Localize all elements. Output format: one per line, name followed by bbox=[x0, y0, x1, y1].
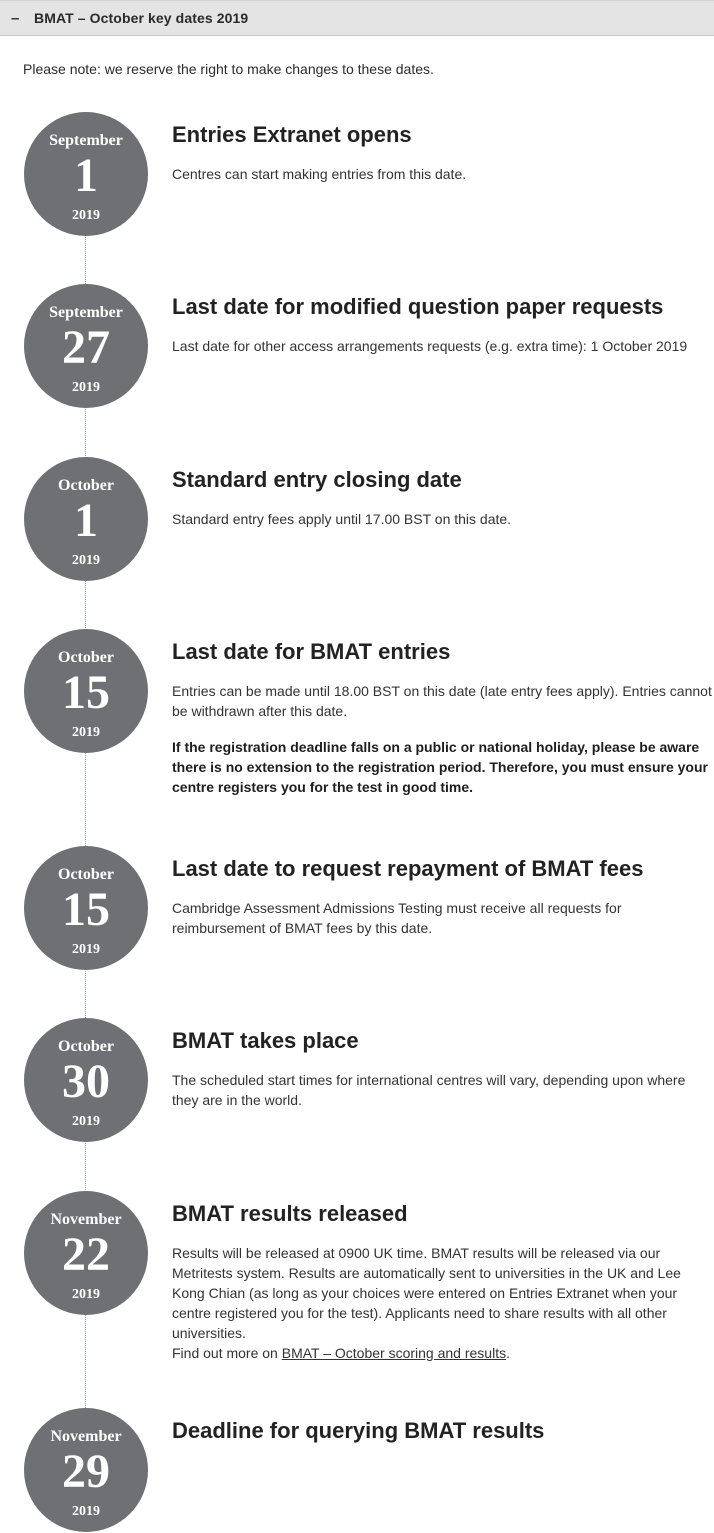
date-year: 2019 bbox=[72, 1287, 100, 1302]
date-year: 2019 bbox=[72, 725, 100, 740]
date-year: 2019 bbox=[72, 942, 100, 957]
date-month: September bbox=[49, 132, 123, 149]
event-description bbox=[172, 898, 712, 938]
event-description-text: Standard entry fees apply until 17.00 BST on this date. bbox=[172, 511, 512, 527]
date-month: October bbox=[58, 866, 114, 883]
date-day: 22 bbox=[62, 1228, 110, 1281]
date-circle bbox=[24, 284, 148, 408]
event-description-text: Centres can start making entries from this date. bbox=[172, 166, 467, 182]
date-year: 2019 bbox=[72, 553, 100, 568]
accordion-title[interactable]: BMAT – October key dates 2019 bbox=[34, 10, 249, 26]
date-day: 29 bbox=[62, 1445, 110, 1498]
date-circle bbox=[24, 629, 148, 753]
date-year: 2019 bbox=[72, 1504, 100, 1519]
date-month: September bbox=[49, 304, 123, 321]
event-title: Deadline for querying BMAT results bbox=[172, 1418, 545, 1443]
event-title: Entries Extranet opens bbox=[172, 122, 412, 147]
date-circle bbox=[24, 1408, 148, 1532]
date-year: 2019 bbox=[72, 208, 100, 223]
event-description-text: The scheduled start times for international centres will vary, depending upon where they are in the world. bbox=[172, 1072, 686, 1108]
date-year: 2019 bbox=[72, 380, 100, 395]
date-day: 15 bbox=[62, 666, 110, 719]
event-title: Last date to request repayment of BMAT fees bbox=[172, 856, 644, 881]
event-description-text: Entries can be made until 18.00 BST on this date (late entry fees apply). Entries cannot be withdrawn after this date. bbox=[172, 683, 712, 719]
collapse-icon[interactable]: – bbox=[11, 9, 20, 27]
event-description bbox=[172, 1243, 712, 1363]
date-year: 2019 bbox=[72, 1114, 100, 1129]
date-month: October bbox=[58, 1038, 114, 1055]
event-title: Last date for BMAT entries bbox=[172, 639, 451, 664]
date-month: October bbox=[58, 477, 114, 494]
date-day: 15 bbox=[62, 883, 110, 936]
date-circle bbox=[24, 1018, 148, 1142]
event-description bbox=[172, 1070, 712, 1110]
find-out-suffix: . bbox=[506, 1345, 510, 1361]
event-description-text: Results will be released at 0900 UK time. BMAT results will be released via our Metritests system. Results are automatically sent to universities in the UK and Lee Kong Chian (as long as your choices were entered on Entries Extranet when your centre registered you for the test). Applicants need to share results with all other universities. bbox=[172, 1245, 681, 1341]
event-description bbox=[172, 336, 714, 356]
event-title: BMAT takes place bbox=[172, 1028, 359, 1053]
date-circle bbox=[24, 1191, 148, 1315]
date-month: November bbox=[50, 1428, 122, 1445]
find-out-more-line bbox=[172, 1343, 712, 1363]
date-day: 27 bbox=[62, 321, 110, 374]
accordion-header[interactable] bbox=[0, 0, 714, 36]
date-day: 30 bbox=[62, 1055, 110, 1108]
disclaimer-note: Please note: we reserve the right to make changes to these dates. bbox=[23, 61, 434, 77]
date-circle bbox=[24, 846, 148, 970]
event-description bbox=[172, 681, 712, 797]
date-day: 1 bbox=[74, 149, 98, 202]
event-description-text: Cambridge Assessment Admissions Testing must receive all requests for reimbursement of BMAT fees by this date. bbox=[172, 900, 622, 936]
date-month: October bbox=[58, 649, 114, 666]
event-description-text: Last date for other access arrangements requests (e.g. extra time): 1 October 2019 bbox=[172, 338, 688, 354]
date-circle bbox=[24, 457, 148, 581]
event-title: BMAT results released bbox=[172, 1201, 408, 1226]
date-month: November bbox=[50, 1211, 122, 1228]
find-out-prefix: Find out more on bbox=[172, 1345, 282, 1361]
event-title: Standard entry closing date bbox=[172, 467, 462, 492]
event-title: Last date for modified question paper requests bbox=[172, 294, 664, 319]
date-circle bbox=[24, 112, 148, 236]
scoring-results-link[interactable]: BMAT – October scoring and results bbox=[281, 1345, 507, 1361]
event-description bbox=[172, 164, 712, 184]
event-description bbox=[172, 509, 712, 529]
registration-warning: If the registration deadline falls on a public or national holiday, please be aware there is no extension to the registration period. Therefore, you must ensure your centre registers you for the test in good time. bbox=[172, 739, 708, 795]
date-day: 1 bbox=[74, 494, 98, 547]
